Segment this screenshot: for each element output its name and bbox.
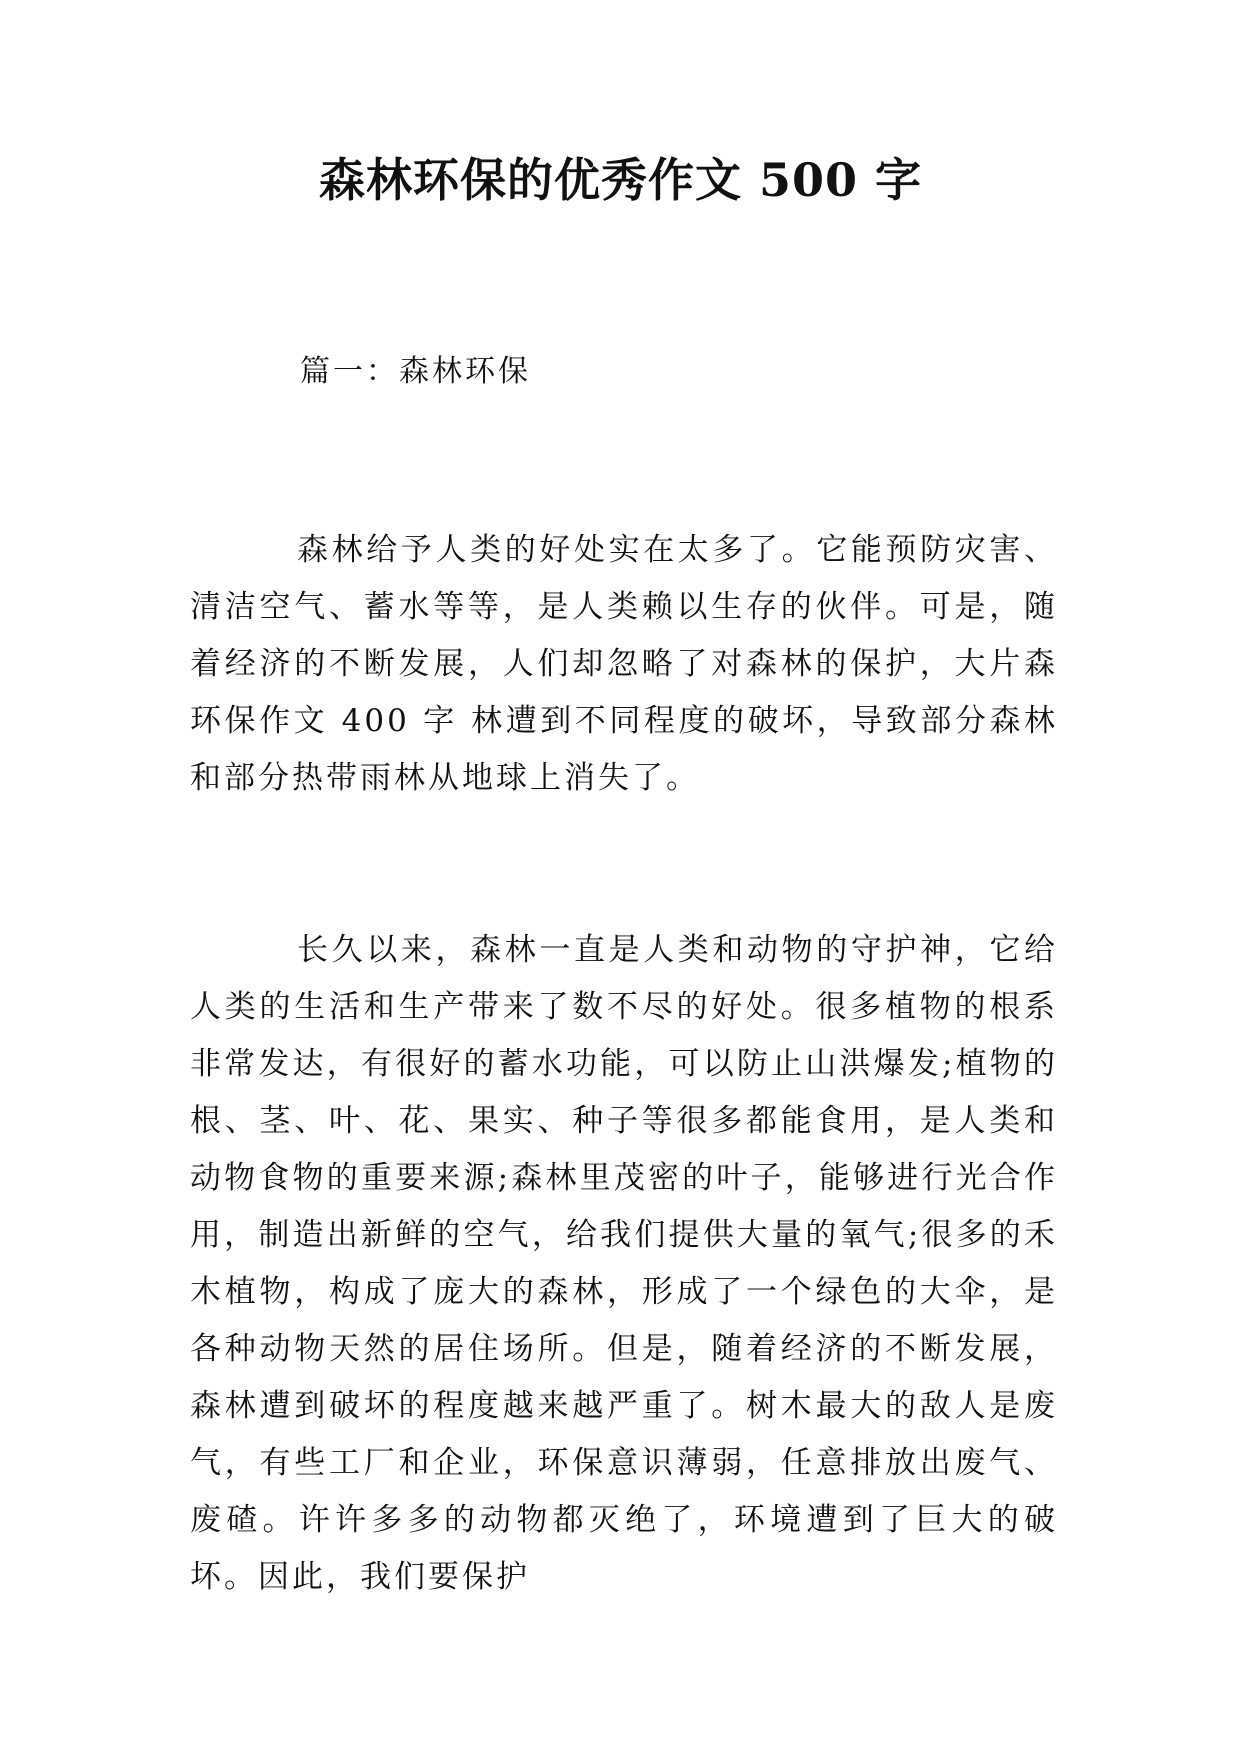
paragraph-1: 森林给予人类的好处实在太多了。它能预防灾害、清洁空气、蓄水等等，是人类赖以生存的伙伴。可是，随着经济的不断发展，人们却忽略了对森林的保护，大片森环保作文 400 字 林遭到不同程度的破坏，导致部分森林和部分热带雨林从地球上消失了。 bbox=[190, 532, 1058, 796]
section-heading: 篇一：森林环保 bbox=[300, 354, 531, 389]
paragraph-2: 长久以来，森林一直是人类和动物的守护神，它给人类的生活和生产带来了数不尽的好处。很多植物的根系非常发达，有很好的蓄水功能，可以防止山洪爆发;植物的根、茎、叶、花、果实、种子等很多都能食用，是人类和动物食物的重要来源;森林里茂密的叶子，能够进行光合作用，制造出新鲜的空气，给我们提供大量的氧气;很多的禾木植物，构成了庞大的森林，形成了一个绿色的大伞，是各种动物天然的居住场所。但是，随着经济的不断发展，森林遭到破坏的程度越来越严重了。树木最大的敌人是废气，有些工厂和企业，环保意识薄弱，任意排放出废气、废碴。许许多多的动物都灭绝了，环境遭到了巨大的破坏。因此，我们要保护 bbox=[190, 932, 1058, 1595]
document-title: 森林环保的优秀作文 500 字 bbox=[318, 153, 923, 207]
